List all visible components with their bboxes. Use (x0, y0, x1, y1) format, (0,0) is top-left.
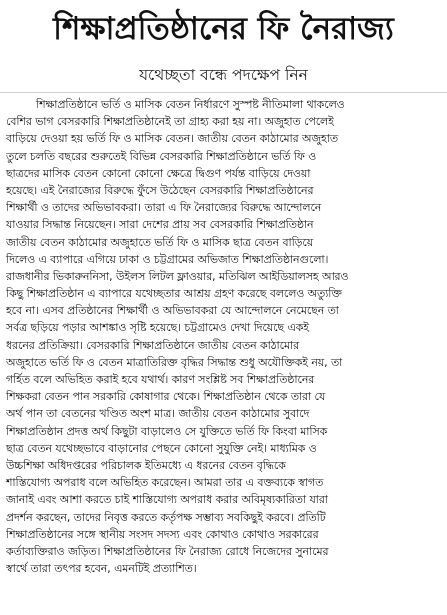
body-text-line: রাজধানীর ভিকারুননিসা, উইলস লিটল ফ্লাওয়ার, মতিঝিল আইডিয়ালসহ আরও (6, 269, 349, 283)
body-text-line: জাতীয় বেতন কাঠামোর অজুহাতে ভর্তি ফি ও মাসিক ছাত্র বেতন বাড়িয়ে (6, 235, 314, 249)
article-subheadline: যথেচ্ছতা বন্ধে পদক্ষেপ নিন (139, 66, 308, 84)
body-text-line: স্বার্থে তারা তৎপর হবেন, এমনটিই প্রত্যাশিত। (6, 562, 197, 576)
body-text-line: জানাই এবং আশা করতে চাই শাস্তিযোগ্য অপরাধ করার অবিমৃষ্যকারিতা যারা (6, 493, 328, 507)
body-text-line: সর্বত্র ছড়িয়ে পড়ার আশঙ্কাও সৃষ্টি হয়েছে। চট্টগ্রামেও দেখা দিয়েছে একই (6, 321, 309, 335)
body-text-line: শিক্ষার্থী ও তাদের অভিভাবকরা। তারা এ ফি নৈরাজ্যের বিরুদ্ধে আন্দোলনে (6, 201, 322, 215)
body-text-line: শিক্ষাপ্রতিষ্ঠানের সঙ্গে স্থানীয় সংসদ সদস্য এবং কোথাও কোথাও সরকারের (6, 527, 319, 541)
body-text-line: তুলে চলতি বছরের শুরুতেই বিভিন্ন বেসরকারি শিক্ষাপ্রতিষ্ঠানে ভর্তি ফি ও (6, 149, 317, 163)
divider (0, 92, 447, 93)
body-text-line: দিলেও এ ব্যাপারে এগিয়ে ঢাকা ও চট্টগ্রামের অভিজাত শিক্ষাপ্রতিষ্ঠানগুলো। (6, 252, 329, 266)
body-text-line: ছাত্র বেতন যথেচ্ছভাবে বাড়ানোর পেছনে কোনো সুযুক্তি নেই। মাধ্যমিক ও (6, 441, 317, 455)
body-text-line: অর্থ পান তা বেতনের খণ্ডিত অংশ মাত্র। জাতীয় বেতন কাঠামোর সুবাদে (6, 407, 310, 421)
body-text-line: কর্তাব্যক্তিরাও জড়িত। শিক্ষাপ্রতিষ্ঠানের ফি নৈরাজ্য রোধে নিজেদের সুনামের (6, 544, 329, 558)
body-text-line: গর্হিত বলে অভিহিত করাই হবে যথার্থ। কারণ সংশ্লিষ্ট সব শিক্ষাপ্রতিষ্ঠানের (6, 373, 315, 386)
body-text-line: কিছু শিক্ষাপ্রতিষ্ঠান এ ব্যাপারে যথেচ্ছতার আশ্রয় গ্রহণ করেছে বললেও অত্যুক্তি (6, 287, 342, 301)
body-text-line: শাস্তিযোগ্য অপরাধ বলে অভিহিত করেছেন। আমরা তার এ বক্তব্যকে স্বাগত (6, 476, 324, 490)
body-text-line: শিক্ষকরা বেতন পান সরকারি কোষাগার থেকে। শিক্ষাপ্রতিষ্ঠান থেকে তারা যে (6, 390, 326, 404)
body-text-line: শিক্ষাপ্রতিষ্ঠানে ভর্তি ও মাসিক বেতন নির্ধারণে সুস্পষ্ট নীতিমালা থাকলেও (36, 98, 345, 111)
body-text-line: হয়েছে। এই নৈরাজ্যের বিরুদ্ধে ফুঁসে উঠেছেন বেসরকারি শিক্ষাপ্রতিষ্ঠানের (6, 183, 314, 197)
body-text-line: উচ্চশিক্ষা অধিদপ্তরের পরিচালক ইতিমধ্যে এ ধরনের বেতন বৃদ্ধিকে (6, 458, 286, 472)
body-text-line: অজুহাতে ভর্তি ফি ও বেতন মাত্রাতিরিক্ত বৃদ্ধির সিদ্ধান্ত শুধু অযৌক্তিকই নয়, তা (6, 355, 343, 369)
body-text-line: শিক্ষাপ্রতিষ্ঠান প্রদত্ত অর্থ কিছুটা বাড়ালেও সে যুক্তিতে ভর্তি ফি কিংবা মাসিক (6, 424, 328, 438)
body-text-line: হবে না। এসব প্রতিষ্ঠানের শিক্ষার্থী ও অভিভাবকরা যে আন্দোলনে নেমেছেন তা (6, 304, 339, 318)
clipped-top-edge (0, 0, 447, 6)
body-text-line: বাড়িয়ে দেওয়া হয় ভর্তি ফি ও মাসিক বেতন। জাতীয় বেতন কাঠামোর অজুহাত (6, 132, 338, 146)
body-text-line: যাওয়ার সিদ্ধান্ত নিয়েছেন। সারা দেশের প্রায় সব বেসরকারি শিক্ষাপ্রতিষ্ঠান (6, 218, 314, 232)
body-text-line: ধরনের প্রতিক্রিয়া। বেসরকারি শিক্ষাপ্রতিষ্ঠানে জাতীয় বেতন কাঠামোর (6, 338, 300, 352)
body-text-line: বেশির ভাগ বেসরকারি শিক্ষাপ্রতিষ্ঠানেই তা গ্রাহ্য করা হয় না। অজুহাত পেলেই (6, 115, 334, 129)
article-headline: শিক্ষাপ্রতিষ্ঠানের ফি নৈরাজ্য (53, 11, 394, 47)
body-text-line: ছাত্রদের মাসিক বেতন কোনো কোনো ক্ষেত্রে দ্বিগুণ পর্যন্ত বাড়িয়ে দেওয়া (6, 166, 311, 180)
body-text-line: প্রদর্শন করছেন, তাদের নিবৃত্ত করতে কর্তৃপক্ষ সম্ভাব্য সবকিছুই করবে। প্রতিটি (6, 510, 326, 524)
article-body (6, 96, 442, 577)
